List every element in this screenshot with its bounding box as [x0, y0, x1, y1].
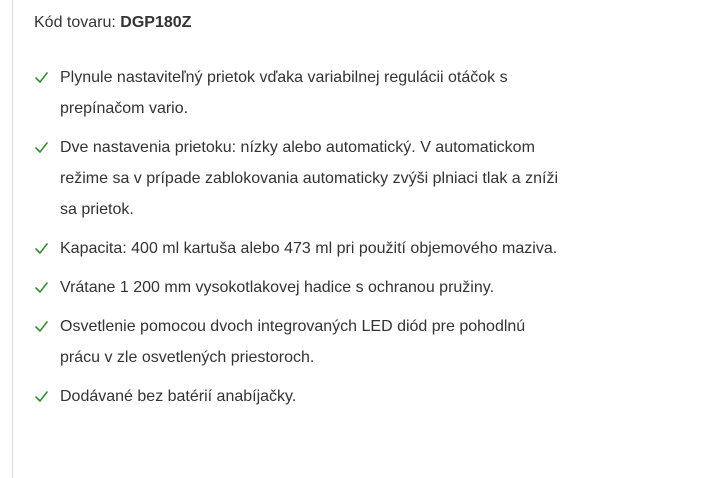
check-icon — [35, 320, 48, 333]
left-border-line — [12, 0, 13, 478]
feature-list — [34, 62, 694, 412]
feature-text: Kapacita: 400 ml kartuša alebo 473 ml pri použití objemového maziva. — [60, 240, 558, 257]
check-icon — [35, 281, 48, 294]
product-code — [34, 13, 694, 33]
feature-text: Dodávané bez batérií anabíjačky. — [60, 388, 297, 405]
feature-text: Dve nastavenia prietoku: nízky alebo automatický. V automatickom režime sa v prípade zablokovania automaticky zvýši plniaci tlak a zníži sa prietok. — [60, 139, 558, 218]
product-details — [34, 0, 694, 420]
feature-text: Plynule nastaviteľný prietok vďaka variabilnej regulácii otáčok s prepínačom vario. — [60, 69, 508, 117]
feature-item — [34, 272, 560, 303]
product-code-label: Kód tovaru: — [34, 14, 116, 31]
feature-item — [34, 62, 560, 124]
feature-text: Osvetlenie pomocou dvoch integrovaných LED diód pre pohodlnú prácu v zle osvetlených priestoroch. — [60, 318, 526, 366]
product-code-value: DGP180Z — [120, 14, 192, 31]
check-icon — [35, 141, 48, 154]
feature-item — [34, 233, 560, 264]
feature-text: Vrátane 1 200 mm vysokotlakovej hadice s ochranou pružiny. — [60, 279, 495, 296]
check-icon — [35, 242, 48, 255]
check-icon — [35, 71, 48, 84]
feature-item — [34, 381, 560, 412]
feature-item — [34, 311, 560, 373]
feature-item — [34, 132, 560, 225]
check-icon — [35, 390, 48, 403]
